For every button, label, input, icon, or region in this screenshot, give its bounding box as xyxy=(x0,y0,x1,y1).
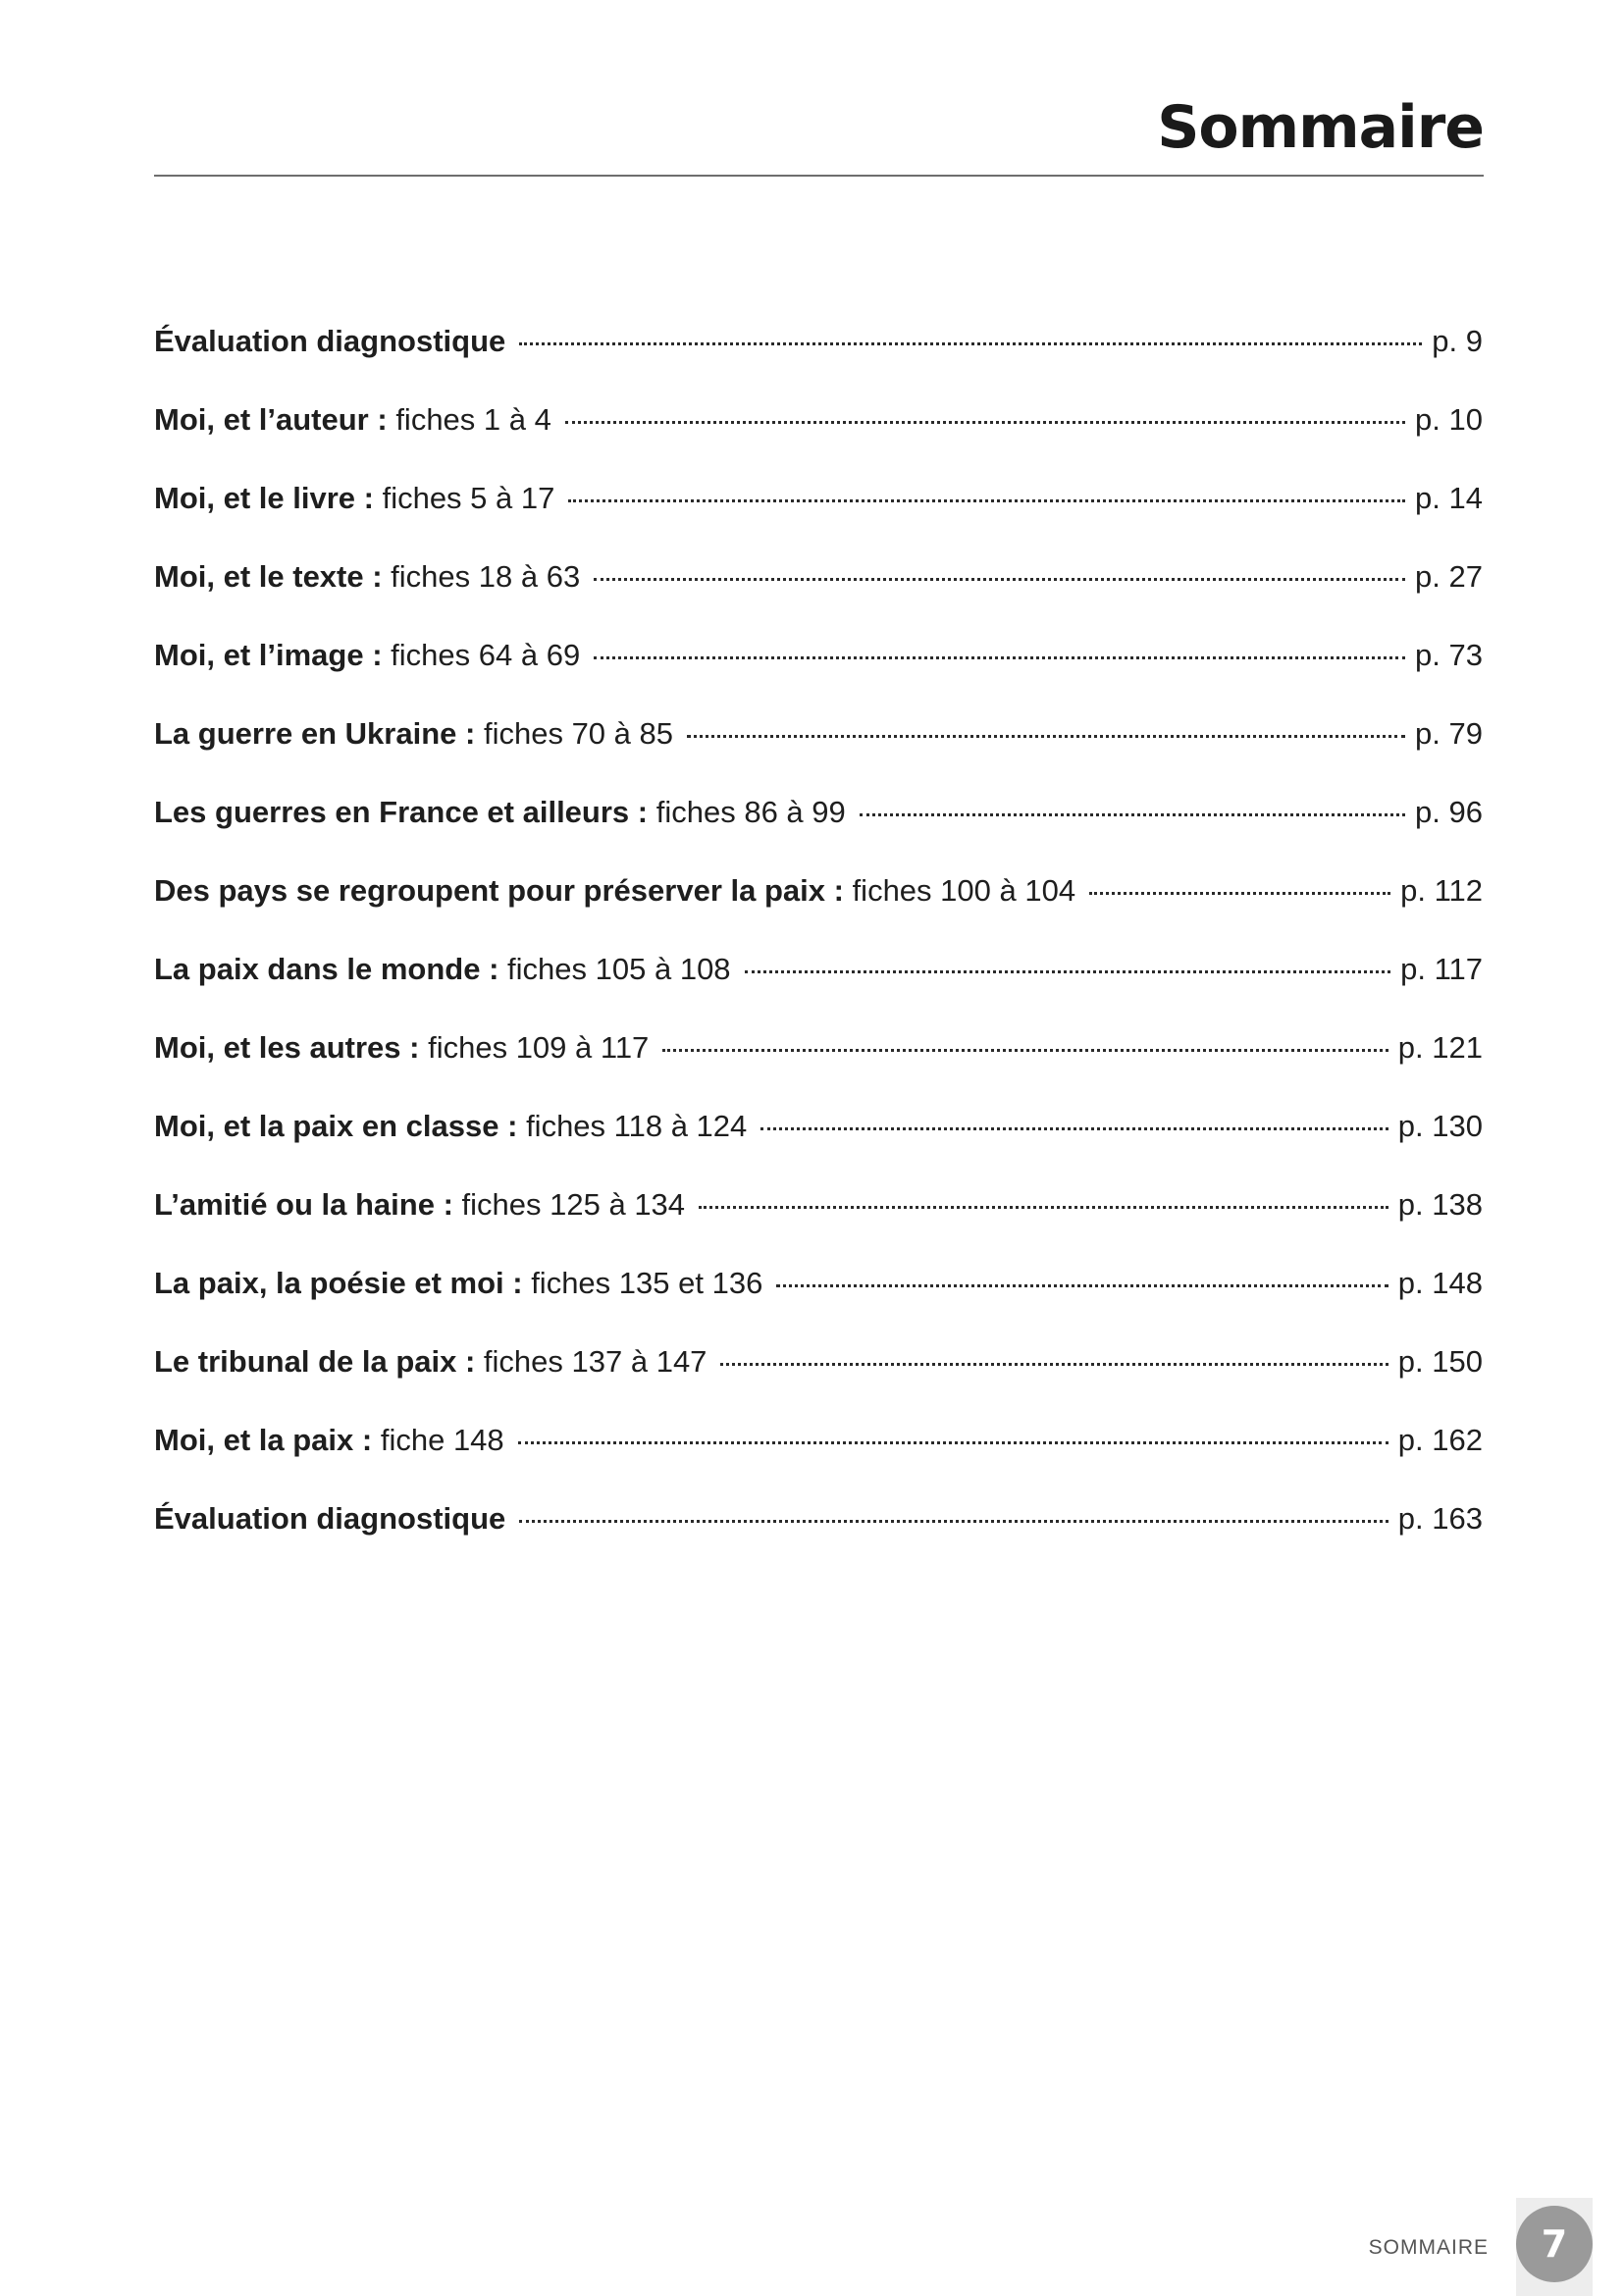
toc-entry-page: p. 9 xyxy=(1432,324,1483,358)
toc-entry[interactable] xyxy=(154,863,1483,942)
toc-entry-page: p. 148 xyxy=(1397,1266,1483,1300)
toc-entry-title: Moi, et les autres : xyxy=(154,1030,420,1065)
page-header xyxy=(154,90,1484,177)
toc-entry-page: p. 130 xyxy=(1397,1109,1483,1143)
toc-entry-page: p. 112 xyxy=(1400,873,1483,908)
toc-dot-leader xyxy=(760,1127,1388,1130)
toc-entry[interactable] xyxy=(154,628,1483,706)
toc-entry-range: fiches 125 à 134 xyxy=(461,1187,686,1222)
toc-entry[interactable] xyxy=(154,706,1483,785)
toc-entry-range: fiches 5 à 17 xyxy=(382,481,555,515)
toc-entry-title: Le tribunal de la paix : xyxy=(154,1344,476,1379)
toc-entry-range: fiche 148 xyxy=(380,1423,504,1457)
toc-entry-title: La paix, la poésie et moi : xyxy=(154,1266,523,1300)
toc-entry[interactable] xyxy=(154,1334,1483,1413)
toc-entry-page: p. 162 xyxy=(1397,1423,1483,1457)
toc-entry-page: p. 14 xyxy=(1415,481,1483,515)
toc-entry[interactable] xyxy=(154,392,1483,471)
toc-entry-page: p. 150 xyxy=(1397,1344,1483,1379)
toc-dot-leader xyxy=(568,499,1405,502)
toc-entry-title: Des pays se regroupent pour préserver la paix : xyxy=(154,873,844,908)
toc-entry-title: Moi, et le texte : xyxy=(154,559,383,594)
toc-dot-leader xyxy=(860,813,1405,816)
toc-dot-leader xyxy=(565,421,1405,424)
toc-entry[interactable] xyxy=(154,314,1483,392)
toc-entry-page: p. 10 xyxy=(1415,402,1483,437)
toc-entry-title: L’amitié ou la haine : xyxy=(154,1187,453,1222)
toc-entry-range: fiches 100 à 104 xyxy=(852,873,1076,908)
toc-dot-leader xyxy=(720,1363,1388,1366)
toc-dot-leader xyxy=(594,578,1405,581)
toc-entry[interactable] xyxy=(154,471,1483,549)
toc-entry-page: p. 138 xyxy=(1397,1187,1483,1222)
toc-dot-leader xyxy=(699,1206,1388,1209)
toc-dot-leader xyxy=(1089,892,1390,895)
toc-dot-leader xyxy=(745,970,1391,973)
toc-entry-title: Moi, et la paix : xyxy=(154,1423,373,1457)
toc-dot-leader xyxy=(594,656,1405,659)
toc-dot-leader xyxy=(519,1520,1388,1523)
toc-entry-title: Les guerres en France et ailleurs : xyxy=(154,795,649,829)
toc-entry[interactable] xyxy=(154,1256,1483,1334)
toc-entry-page: p. 96 xyxy=(1415,795,1483,829)
toc-entry-page: p. 27 xyxy=(1415,559,1483,594)
toc-entry-range: fiches 64 à 69 xyxy=(391,638,581,672)
toc-entry[interactable] xyxy=(154,942,1483,1020)
toc-entry-title: La paix dans le monde : xyxy=(154,952,499,986)
toc-entry-range: fiches 18 à 63 xyxy=(391,559,581,594)
toc-entry[interactable] xyxy=(154,549,1483,628)
toc-dot-leader xyxy=(518,1441,1388,1444)
toc-entry-title: Évaluation diagnostique xyxy=(154,324,506,358)
toc-dot-leader xyxy=(519,342,1422,345)
toc-entry-range: fiches 86 à 99 xyxy=(655,795,846,829)
toc-entry[interactable] xyxy=(154,1413,1483,1491)
toc-entry[interactable] xyxy=(154,1177,1483,1256)
toc-entry-title: Moi, et l’image : xyxy=(154,638,383,672)
toc-entry-page: p. 79 xyxy=(1415,716,1483,751)
table-of-contents xyxy=(154,314,1483,1570)
page-title: Sommaire xyxy=(1157,93,1484,162)
footer-section-label: SOMMAIRE xyxy=(1368,2236,1489,2259)
toc-entry-title: Moi, et l’auteur : xyxy=(154,402,388,437)
toc-entry-page: p. 117 xyxy=(1400,952,1483,986)
toc-entry[interactable] xyxy=(154,785,1483,863)
toc-dot-leader xyxy=(662,1049,1388,1052)
page-number-badge: 7 xyxy=(1516,2206,1593,2282)
toc-entry-range: fiches 1 à 4 xyxy=(395,402,551,437)
toc-entry-title: La guerre en Ukraine : xyxy=(154,716,476,751)
toc-entry-page: p. 163 xyxy=(1397,1501,1483,1536)
toc-entry-range: fiches 137 à 147 xyxy=(483,1344,707,1379)
toc-entry-range: fiches 105 à 108 xyxy=(507,952,731,986)
toc-entry-title: Évaluation diagnostique xyxy=(154,1501,506,1536)
toc-entry-range: fiches 109 à 117 xyxy=(428,1030,650,1065)
toc-entry[interactable] xyxy=(154,1491,1483,1570)
toc-entry-title: Moi, et la paix en classe : xyxy=(154,1109,518,1143)
toc-entry-title: Moi, et le livre : xyxy=(154,481,374,515)
toc-entry-page: p. 73 xyxy=(1415,638,1483,672)
toc-entry-page: p. 121 xyxy=(1397,1030,1483,1065)
toc-entry-range: fiches 135 et 136 xyxy=(531,1266,763,1300)
toc-entry[interactable] xyxy=(154,1099,1483,1177)
toc-dot-leader xyxy=(776,1284,1388,1287)
toc-dot-leader xyxy=(687,735,1405,738)
toc-entry-range: fiches 118 à 124 xyxy=(526,1109,748,1143)
toc-entry-range: fiches 70 à 85 xyxy=(483,716,673,751)
toc-entry[interactable] xyxy=(154,1020,1483,1099)
